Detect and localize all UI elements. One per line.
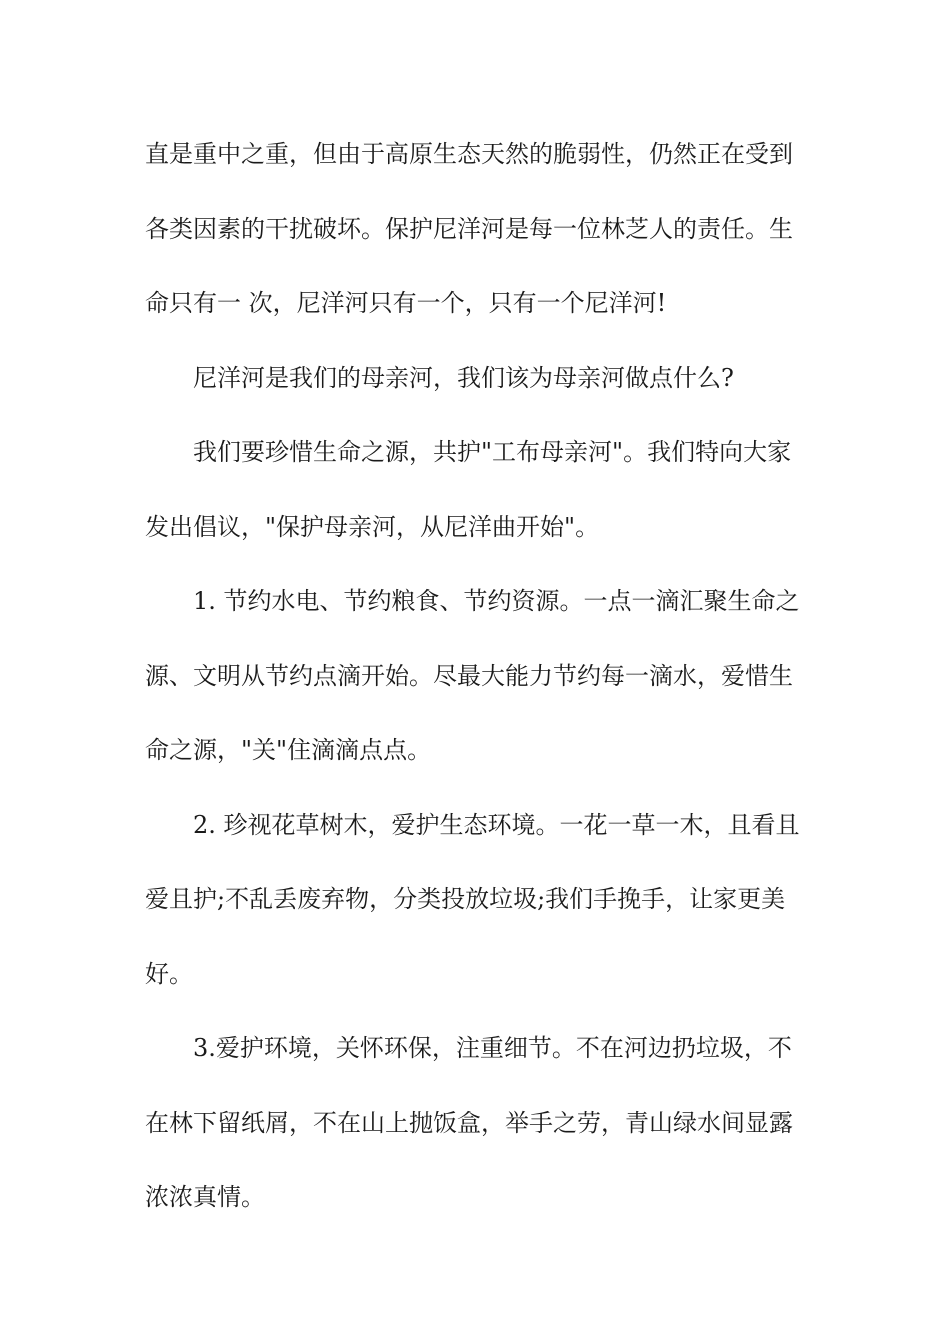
text-line: 源、文明从节约点滴开始。尽最大能力节约每一滴水，爱惜生 bbox=[145, 661, 793, 690]
list-item-3: 3.爱护环境，关怀环保，注重细节。不在河边扔垃圾，不 bbox=[193, 1034, 792, 1062]
paragraph-question: 尼洋河是我们的母亲河，我们该为母亲河做点什么? bbox=[193, 363, 734, 392]
document-body bbox=[145, 130, 807, 1221]
text-line: 命只有一 次，尼洋河只有一个，只有一个尼洋河! bbox=[145, 289, 667, 317]
text-line: 发出倡议，"保护母亲河，从尼洋曲开始"。 bbox=[145, 512, 600, 541]
paragraph-initiative: 我们要珍惜生命之源，共护"工布母亲河"。我们特向大家 bbox=[193, 438, 792, 466]
text-line: 命之源，"关"住滴滴点点。 bbox=[145, 736, 432, 764]
text-line: 浓浓真情。 bbox=[145, 1183, 265, 1211]
text-line: 直是重中之重，但由于高原生态天然的脆弱性，仍然正在受到 bbox=[145, 140, 793, 168]
list-item-1: 1. 节约水电、节约粮食、节约资源。一点一滴汇聚生命之 bbox=[193, 587, 800, 615]
text-line: 在林下留纸屑，不在山上抛饭盒，举手之劳，青山绿水间显露 bbox=[145, 1108, 793, 1137]
text-line: 爱且护;不乱丢废弃物，分类投放垃圾;我们手挽手，让家更美 bbox=[145, 885, 786, 913]
text-line: 各类因素的干扰破坏。保护尼洋河是每一位林芝人的责任。生 bbox=[145, 214, 793, 243]
list-item-2: 2. 珍视花草树木，爱护生态环境。一花一草一木，且看且 bbox=[193, 810, 800, 839]
text-line: 好。 bbox=[145, 959, 193, 988]
